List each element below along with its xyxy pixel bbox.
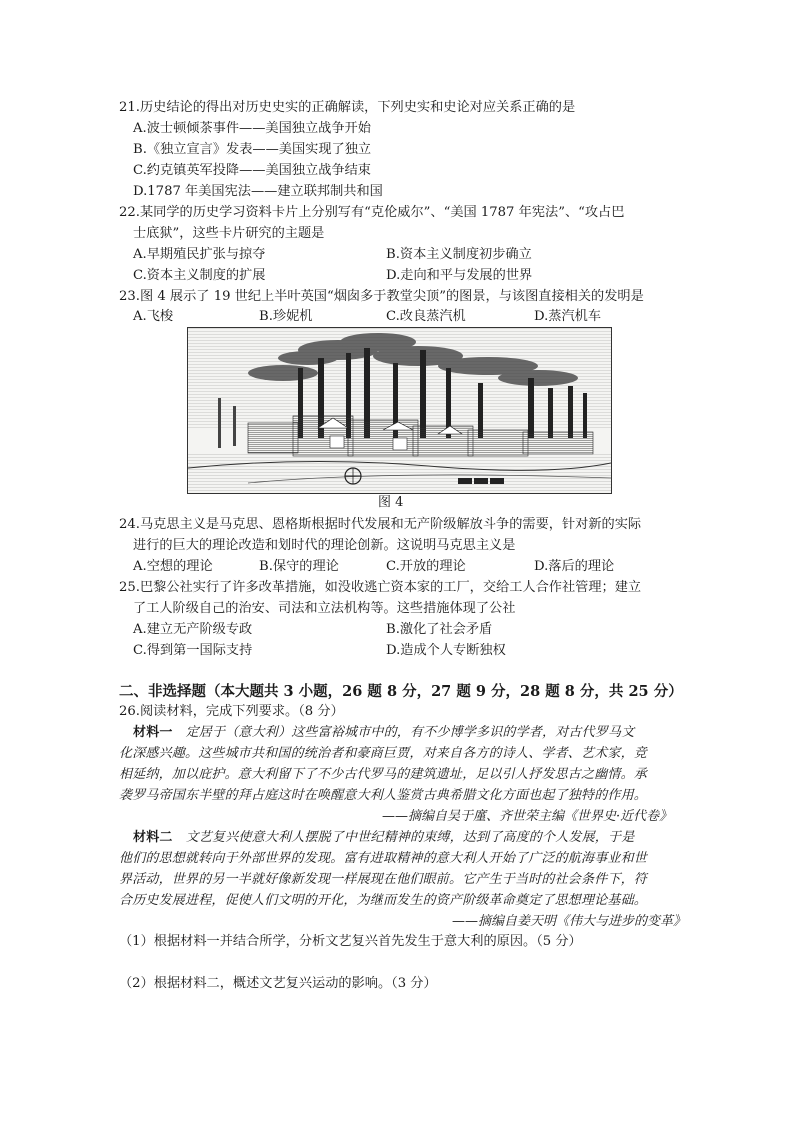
question-22-option-a: A.早期殖民扩张与掠夺 (133, 247, 266, 262)
question-22-option-d: D.走向和平与发展的世界 (386, 268, 533, 283)
material-1-source: ——摘编自吴于廑、齐世荣主编《世界史·近代卷》 (382, 809, 673, 824)
material-2-line3: 界活动，世界的另一半就好像新发现一样展现在他们眼前。它产生于当时的社会条件下，符 (119, 872, 648, 887)
question-24-option-d: D.落后的理论 (534, 559, 615, 574)
question-21-option-d: D.1787 年美国宪法——建立联邦制共和国 (133, 184, 383, 199)
question-25-option-d: D.造成个人专断独权 (386, 643, 506, 658)
material-2-source: ——摘编自姜天明《伟大与进步的变革》 (452, 914, 687, 929)
material-1-line2: 化深感兴趣。这些城市共和国的统治者和豪商巨贾，对来自各方的诗人、学者、艺术家，竞 (119, 746, 648, 761)
material-2-line2: 他们的思想就转向于外部世界的发现。富有进取精神的意大利人开始了广泛的航海事业和世 (119, 851, 648, 866)
question-25-stem-line1: 25.巴黎公社实行了许多改革措施，如没收逃亡资本家的工厂，交给工人合作社管理；建立 (119, 580, 642, 595)
question-22-stem-line1: 22.某同学的历史学习资料卡片上分别写有“克伦威尔”、“美国 1787 年宪法”、“攻占巴 (119, 205, 625, 220)
factory-engraving-illustration (188, 328, 611, 493)
question-25-option-b: B.激化了社会矛盾 (386, 622, 493, 637)
question-25-option-a: A.建立无产阶级专政 (133, 622, 253, 637)
question-23-option-a: A.飞梭 (133, 309, 174, 324)
question-24-option-b: B.保守的理论 (259, 559, 339, 574)
question-24-option-c: C.开放的理论 (386, 559, 466, 574)
material-2-text-1: 文艺复兴使意大利人摆脱了中世纪精神的束缚，达到了高度的个人发展，于是 (185, 830, 635, 845)
section-2-title: 二、非选择题（本大题共 3 小题，26 题 8 分，27 题 9 分，28 题 8 分，共 25 分） (119, 683, 683, 700)
question-25-stem-line2: 了工人阶级自己的治安、司法和立法机构等。这些措施体现了公社 (133, 601, 516, 616)
question-23-option-b: B.珍妮机 (259, 309, 313, 324)
material-1-line4: 袭罗马帝国东半壁的拜占庭这时在唤醒意大利人鉴赏古典希腊文化方面也起了独特的作用。 (119, 788, 648, 803)
question-23-option-c: C.改良蒸汽机 (386, 309, 466, 324)
figure-4-caption: 图 4 (378, 495, 404, 510)
question-24-option-a: A.空想的理论 (133, 559, 213, 574)
question-21-stem: 21.历史结论的得出对历史史实的正确解读，下列史实和史论对应关系正确的是 (119, 100, 576, 115)
question-24-stem-line2: 进行的巨大的理论改造和划时代的理论创新。这说明马克思主义是 (133, 538, 516, 553)
question-22-option-b: B.资本主义制度初步确立 (386, 247, 532, 262)
question-24-stem-line1: 24.马克思主义是马克思、恩格斯根据时代发展和无产阶级解放斗争的需要，针对新的实际 (119, 517, 642, 532)
material-1-line1 (133, 724, 634, 742)
question-26-sub-2: （2）根据材料二，概述文艺复兴运动的影响。（3 分） (119, 976, 437, 991)
question-26-stem: 26.阅读材料，完成下列要求。（8 分） (119, 704, 344, 719)
figure-4-factory-engraving (187, 327, 612, 494)
question-26-sub-1: （1）根据材料一并结合所学，分析文艺复兴首先发生于意大利的原因。（5 分） (119, 934, 582, 949)
material-2-line4: 合历史发展进程，促使人们文明的开化，为继而发生的资产阶级革命奠定了思想理论基础。 (119, 893, 648, 908)
question-21-option-c: C.约克镇英军投降——美国独立战争结束 (133, 163, 371, 178)
material-2-line1 (133, 829, 634, 847)
material-2-label: 材料二 (133, 830, 173, 845)
question-22-stem-line2: 士底狱”，这些卡片研究的主题是 (133, 226, 325, 241)
question-21-option-b: B.《独立宣言》发表——美国实现了独立 (133, 142, 372, 157)
question-23-option-d: D.蒸汽机车 (534, 309, 602, 324)
material-1-text-1: 定居于（意大利）这些富裕城市中的，有不少博学多识的学者，对古代罗马文 (185, 725, 635, 740)
material-1-label: 材料一 (133, 725, 173, 740)
question-23-stem: 23.图 4 展示了 19 世纪上半叶英国“烟囱多于教堂尖顶”的图景，与该图直接相关的发明是 (119, 289, 644, 304)
material-1-line3: 相延纳，加以庇护。意大利留下了不少古代罗马的建筑遗址，足以引人抒发思古之幽情。承 (119, 767, 648, 782)
question-22-option-c: C.资本主义制度的扩展 (133, 268, 266, 283)
question-21-option-a: A.波士顿倾茶事件——美国独立战争开始 (133, 121, 371, 136)
question-25-option-c: C.得到第一国际支持 (133, 643, 253, 658)
